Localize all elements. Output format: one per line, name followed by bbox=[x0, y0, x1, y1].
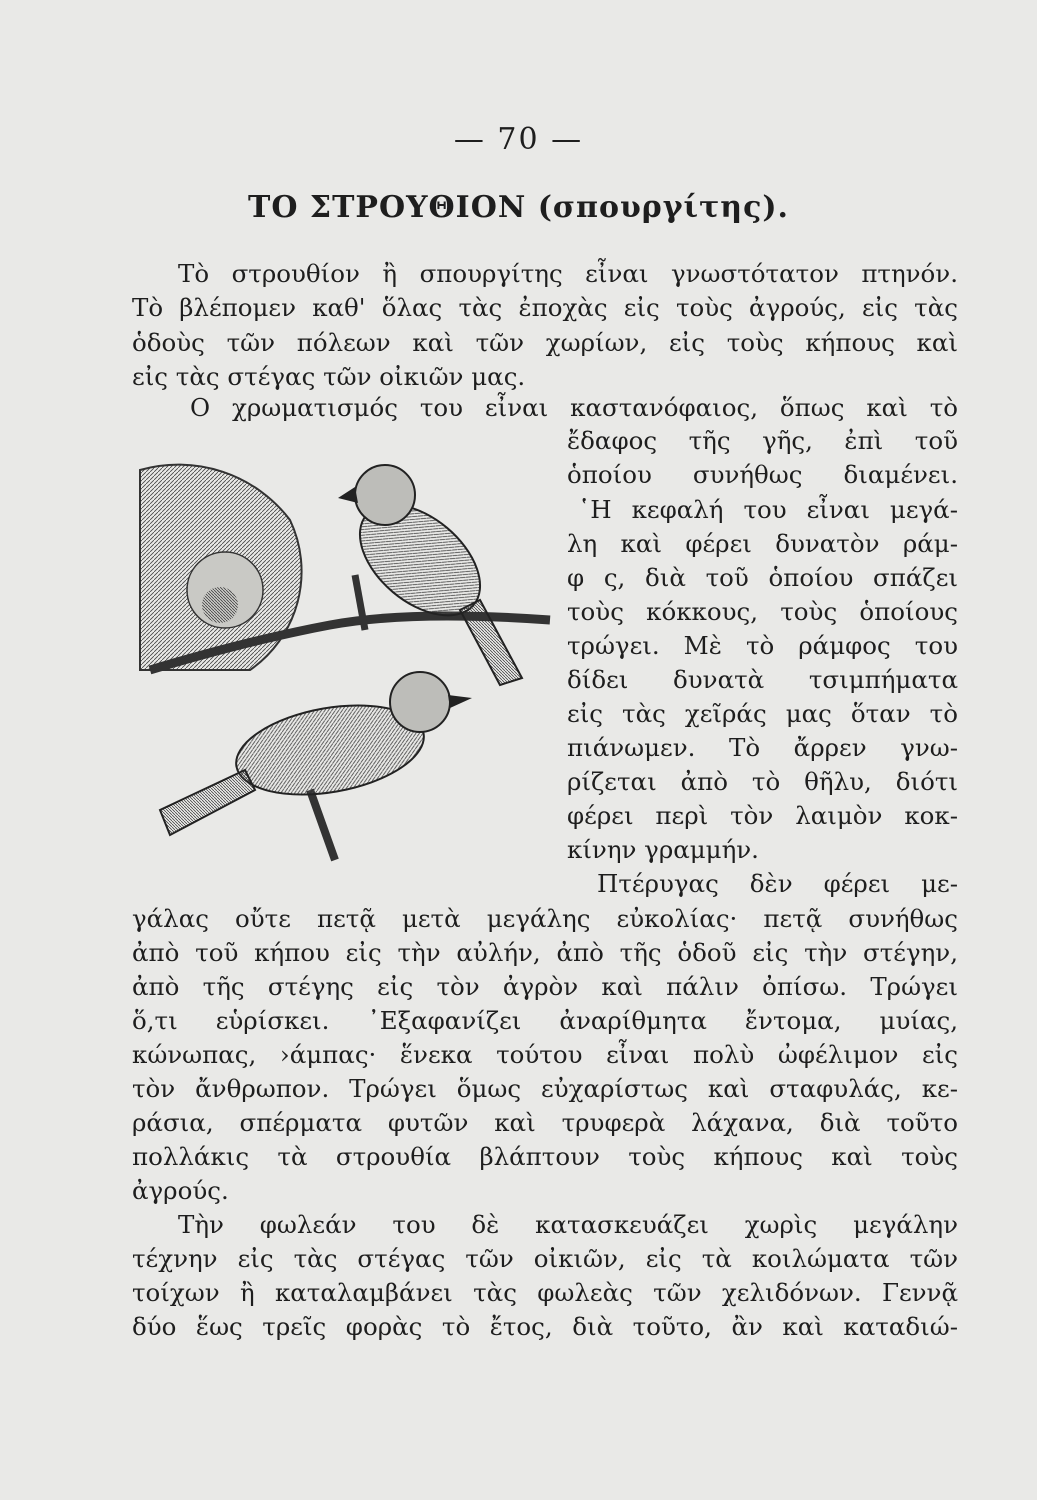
text-line: φέρει περὶ τὸν λαιμὸν κοκ- bbox=[567, 801, 958, 830]
text-line: ἔδαφος τῆς γῆς, ἐπὶ τοῦ bbox=[567, 426, 958, 455]
text-line: ὁποίου συνήθως διαμένει. bbox=[567, 460, 958, 489]
text-line: τρώγει. Μὲ τὸ ράμφος του bbox=[567, 631, 958, 660]
text-line: ἀγρούς. bbox=[132, 1176, 229, 1205]
sparrow-top bbox=[338, 465, 522, 685]
page-number: — 70 — bbox=[453, 122, 584, 157]
text-line: Τὸ στρουθίον ἢ σπουργίτης εἶναι γνωστότατον πτηνόν. bbox=[178, 259, 958, 288]
text-line: ἀπὸ τοῦ κήπου εἰς τὴν αὐλήν, ἀπὸ τῆς ὁδοῦ εἰς τὴν στέγην, bbox=[132, 938, 958, 967]
text-line: τοίχων ἢ καταλαμβάνει τὰς φωλεὰς τῶν χελιδόνων. Γεννᾷ bbox=[132, 1278, 958, 1307]
text-line: φ ς, διὰ τοῦ ὁποίου σπάζει bbox=[567, 563, 958, 592]
text-line: τέχνην εἰς τὰς στέγας τῶν οἰκιῶν, εἰς τὰ κοιλώματα τῶν bbox=[132, 1244, 958, 1273]
sparrows-illustration bbox=[130, 440, 570, 870]
text-line: εἰς τὰς χεῖράς μας ὅταν τὸ bbox=[567, 699, 958, 728]
text-line: πιάνωμεν. Τὸ ἄρρεν γνω- bbox=[567, 733, 958, 762]
text-line: εἰς τὰς στέγας τῶν οἰκιῶν μας. bbox=[132, 362, 526, 391]
text-line: ῾Η κεφαλή του εἶναι μεγά- bbox=[578, 495, 958, 524]
text-line: γάλας οὔτε πετᾷ μετὰ μεγάλης εὐκολίας· πετᾷ συνήθως bbox=[132, 904, 958, 933]
text-line: δίδει δυνατὰ τσιμπήματα bbox=[567, 665, 958, 694]
text-line: Τὸ βλέπομεν καθ' ὅλας τὰς ἐποχὰς εἰς τοὺς ἀγρούς, εἰς τὰς bbox=[132, 293, 958, 322]
text-line: κώνωπας, ›άμπας· ἕνεκα τούτου εἶναι πολὺ ὠφέλιμον εἰς bbox=[132, 1040, 958, 1069]
text-line: ράσια, σπέρματα φυτῶν καὶ τρυφερὰ λάχανα, διὰ τοῦτο bbox=[132, 1108, 958, 1137]
text-line: ἀπὸ τῆς στέγης εἰς τὸν ἀγρὸν καὶ πάλιν ὀπίσω. Τρώγει bbox=[132, 972, 958, 1001]
text-line: τοὺς κόκκους, τοὺς ὁποίους bbox=[567, 597, 958, 626]
text-line: κίνην γραμμήν. bbox=[567, 835, 759, 864]
text-line: λη καὶ φέρει δυνατὸν ράμ- bbox=[567, 529, 958, 558]
text-line: Πτέρυγας δὲν φέρει με- bbox=[597, 869, 958, 898]
text-line: Ο χρωματισμός του εἶναι καστανόφαιος, ὅπως καὶ τὸ bbox=[190, 393, 958, 422]
text-line: τὸν ἄνθρωπον. Τρώγει ὅμως εὐχαρίστως καὶ σταφυλάς, κε- bbox=[132, 1074, 958, 1103]
text-line: πολλάκις τὰ στρουθία βλάπτουν τοὺς κήπους καὶ τοὺς bbox=[132, 1142, 958, 1171]
page-title: ΤΟ ΣΤΡΟΥΘΙΟΝ (σπουργίτης). bbox=[248, 190, 789, 225]
text-line: ὁδοὺς τῶν πόλεων καὶ τῶν χωρίων, εἰς τοὺς κήπους καὶ bbox=[132, 328, 958, 357]
text-line: δύο ἕως τρεῖς φορὰς τὸ ἔτος, διὰ τοῦτο, ἂν καὶ καταδιώ- bbox=[132, 1312, 958, 1341]
text-line: ὅ,τι εὑρίσκει. ᾽Εξαφανίζει ἀναρίθμητα ἔντομα, μυίας, bbox=[132, 1006, 958, 1035]
text-line: Τὴν φωλεάν του δὲ κατασκευάζει χωρὶς μεγάλην bbox=[178, 1210, 958, 1239]
text-line: ρίζεται ἀπὸ τὸ θῆλυ, διότι bbox=[567, 767, 958, 796]
